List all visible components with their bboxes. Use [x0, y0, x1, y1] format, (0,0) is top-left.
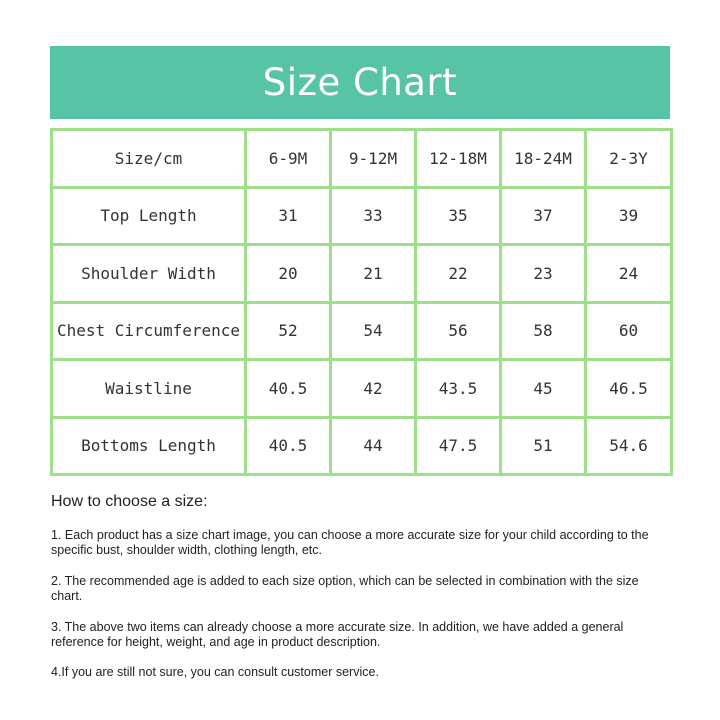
table-cell: 40.5: [246, 360, 331, 418]
table-cell: 54.6: [586, 417, 672, 475]
header-cell: 2-3Y: [586, 130, 672, 188]
row-label: Bottoms Length: [52, 417, 246, 475]
table-cell: 45: [501, 360, 586, 418]
table-cell: 21: [331, 245, 416, 303]
row-label: Top Length: [52, 187, 246, 245]
size-chart-banner: [50, 46, 670, 119]
header-cell: 12-18M: [416, 130, 501, 188]
table-row: [52, 360, 672, 418]
table-cell: 52: [246, 302, 331, 360]
table-header-row: [52, 130, 672, 188]
table-cell: 40.5: [246, 417, 331, 475]
table-row: [52, 417, 672, 475]
table-cell: 42: [331, 360, 416, 418]
size-chart-table: [50, 128, 673, 476]
table-cell: 46.5: [586, 360, 672, 418]
guide-note: 2. The recommended age is added to each size option, which can be selected in combination with the size chart.: [51, 574, 639, 603]
table-cell: 47.5: [416, 417, 501, 475]
table-row: [52, 187, 672, 245]
table-cell: 56: [416, 302, 501, 360]
table-cell: 24: [586, 245, 672, 303]
row-label: Shoulder Width: [52, 245, 246, 303]
table-cell: 23: [501, 245, 586, 303]
table-cell: 22: [416, 245, 501, 303]
table-cell: 54: [331, 302, 416, 360]
guide-note: 1. Each product has a size chart image, you can choose a more accurate size for your child according to the specific bust, shoulder width, clothing length, etc.: [51, 528, 649, 557]
guide-note: 3. The above two items can already choose a more accurate size. In addition, we have added a general reference for height, weight, and age in product description.: [51, 620, 624, 649]
header-cell: 9-12M: [331, 130, 416, 188]
row-label: Chest Circumference: [52, 302, 246, 360]
table-cell: 51: [501, 417, 586, 475]
guide-heading: How to choose a size:: [51, 493, 208, 510]
table-cell: 20: [246, 245, 331, 303]
header-cell: 18-24M: [501, 130, 586, 188]
guide-note: 4.If you are still not sure, you can consult customer service.: [51, 665, 379, 679]
header-cell: Size/cm: [52, 130, 246, 188]
table-cell: 35: [416, 187, 501, 245]
table-cell: 31: [246, 187, 331, 245]
table-cell: 44: [331, 417, 416, 475]
banner-title: Size Chart: [262, 61, 458, 104]
row-label: Waistline: [52, 360, 246, 418]
table-cell: 43.5: [416, 360, 501, 418]
table-cell: 58: [501, 302, 586, 360]
table-row: [52, 302, 672, 360]
header-cell: 6-9M: [246, 130, 331, 188]
table-cell: 37: [501, 187, 586, 245]
table-cell: 60: [586, 302, 672, 360]
table-row: [52, 245, 672, 303]
table-cell: 39: [586, 187, 672, 245]
table-cell: 33: [331, 187, 416, 245]
